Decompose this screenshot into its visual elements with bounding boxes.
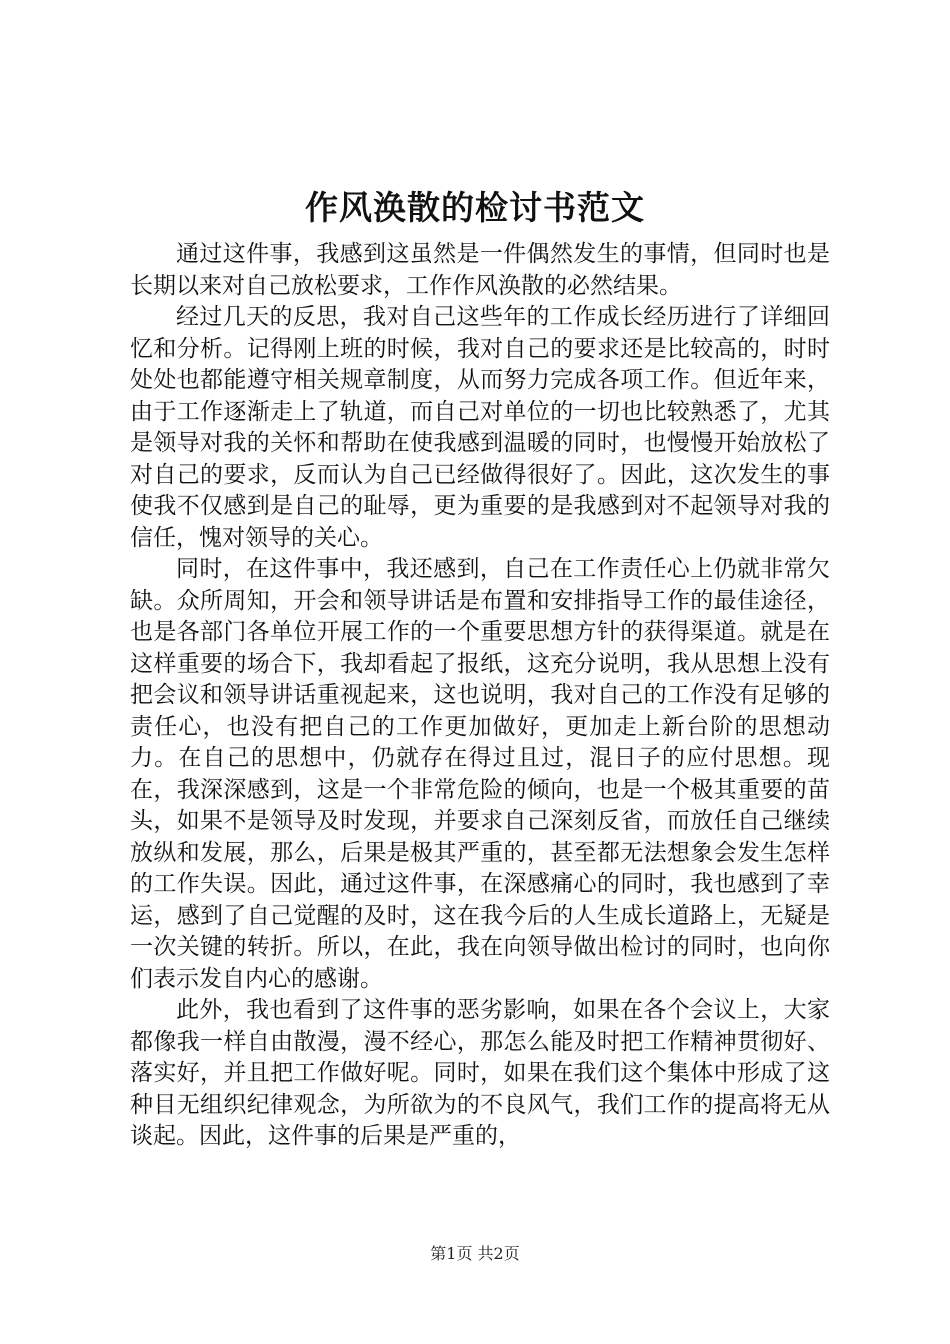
paragraph-4: 此外，我也看到了这件事的恶劣影响，如果在各个会议上，大家都像我一样自由散漫，漫不经心，那怎么能及时把工作精神贯彻好、落实好，并且把工作做好呢。同时，如果在我们这个集体中形成了这种目无组织纪律观念，为所欲为的不良风气，我们工作的提高将无从谈起。因此，这件事的后果是严重的， xyxy=(130,997,830,1149)
document-body xyxy=(130,239,830,1153)
page-number-footer: 第1页 共2页 xyxy=(430,1244,520,1263)
document-title: 作风涣散的检讨书范文 xyxy=(305,188,645,227)
paragraph-3: 同时，在这件事中，我还感到，自己在工作责任心上仍就非常欠缺。众所周知，开会和领导讲话是布置和安排指导工作的最佳途径，也是各部门各单位开展工作的一个重要思想方针的获得渠道。就是在这样重要的场合下，我却看起了报纸，这充分说明，我从思想上没有把会议和领导讲话重视起来，这也说明，我对自己的工作没有足够的责任心，也没有把自己的工作更加做好，更加走上新台阶的思想动力。在自己的思想中，仍就存在得过且过，混日子的应付思想。现在，我深深感到，这是一个非常危险的倾向，也是一个极其重要的苗头，如果不是领导及时发现，并要求自己深刻反省，而放任自己继续放纵和发展，那么，后果是极其严重的，甚至都无法想象会发生怎样的工作失误。因此，通过这件事，在深感痛心的同时，我也感到了幸运，感到了自己觉醒的及时，这在我今后的人生成长道路上，无疑是一次关键的转折。所以，在此，我在向领导做出检讨的同时，也向你们表示发自内心的感谢。 xyxy=(130,556,830,992)
paragraph-1: 通过这件事，我感到这虽然是一件偶然发生的事情，但同时也是长期以来对自己放松要求，工作作风涣散的必然结果。 xyxy=(130,241,830,299)
paragraph-2: 经过几天的反思，我对自己这些年的工作成长经历进行了详细回忆和分析。记得刚上班的时候，我对自己的要求还是比较高的，时时处处也都能遵守相关规章制度，从而努力完成各项工作。但近年来，由于工作逐渐走上了轨道，而自己对单位的一切也比较熟悉了，尤其是领导对我的关怀和帮助在使我感到温暖的同时，也慢慢开始放松了对自己的要求，反而认为自己已经做得很好了。因此，这次发生的事使我不仅感到是自己的耻辱，更为重要的是我感到对不起领导对我的信任，愧对领导的关心。 xyxy=(130,304,830,551)
